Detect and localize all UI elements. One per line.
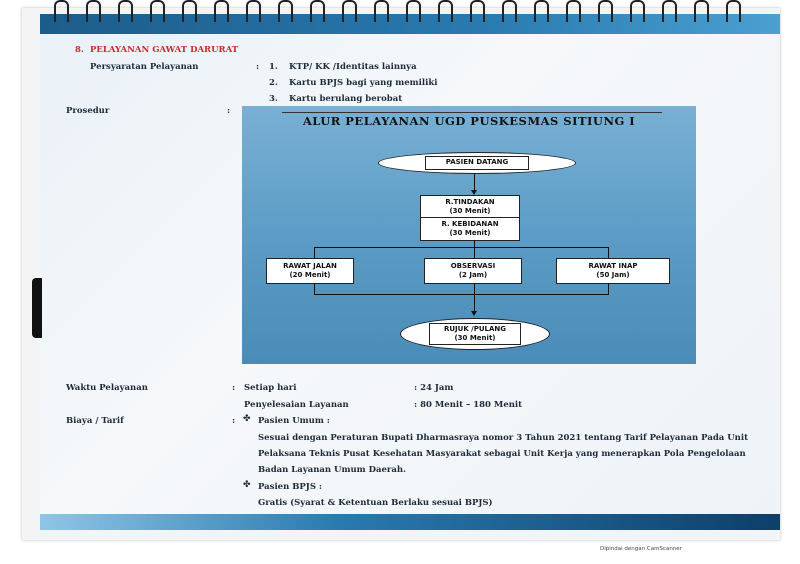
binding-ring-icon [374, 0, 389, 22]
requirement-item: KTP/ KK /Identitas lainnya [289, 62, 417, 72]
general-patient-text: Badan Layanan Umum Daerah. [258, 465, 406, 475]
binding-ring-icon [246, 0, 261, 22]
connector-line [314, 294, 608, 295]
rawat-inap-name: RAWAT INAP [588, 261, 638, 270]
end-node [400, 318, 550, 350]
requirement-item: Kartu berulang berobat [289, 94, 403, 104]
procedure-colon: : [227, 106, 231, 116]
binding-ring-icon [214, 0, 229, 22]
rawat-jalan-time: (20 Menit) [289, 271, 331, 279]
binding-ring-icon [182, 0, 197, 22]
arrow-down-icon [471, 311, 477, 316]
service-flowchart [242, 106, 696, 364]
tindakan-box [420, 195, 520, 219]
rawat-inap-box [556, 258, 670, 284]
scanner-watermark: Dipindai dengan CamScanner [600, 546, 682, 552]
binding-ring-icon [502, 0, 517, 22]
start-node [378, 152, 576, 174]
cost-label: Biaya / Tarif [66, 416, 124, 426]
binding-ring-icon [566, 0, 581, 22]
binding-ring-icon [470, 0, 485, 22]
binding-ring-icon [630, 0, 645, 22]
rawat-inap-time: (50 Jam) [596, 271, 630, 279]
end-time: (30 Menit) [454, 334, 496, 342]
binding-ring-icon [86, 0, 101, 22]
connector-line [314, 247, 608, 248]
service-hours: : 24 Jam [414, 383, 454, 393]
spiral-binding [40, 0, 780, 22]
end-name: RUJUK /PULANG [443, 324, 507, 333]
binding-ring-icon [662, 0, 677, 22]
binding-ring-icon [598, 0, 613, 22]
general-patient-text: Sesuai dengan Peraturan Bupati Dharmasraya nomor 3 Tahun 2021 tentang Tarif Pelayanan Pada Unit [258, 433, 749, 443]
binding-ring-icon [726, 0, 741, 22]
procedure-label: Prosedur [66, 106, 110, 116]
start-label: PASIEN DATANG [425, 156, 530, 169]
requirement-number: 2. [269, 78, 278, 88]
section-title: PELAYANAN GAWAT DARURAT [90, 45, 239, 55]
binding-ring-icon [438, 0, 453, 22]
service-time-label: Waktu Pelayanan [66, 383, 148, 393]
observasi-box [424, 258, 522, 284]
rawat-jalan-box [266, 258, 354, 284]
rawat-jalan-name: RAWAT JALAN [283, 261, 337, 270]
requirement-item: Kartu BPJS bagi yang memiliki [289, 78, 438, 88]
binding-ring-icon [406, 0, 421, 22]
requirement-number: 3. [269, 94, 278, 104]
connector-line [474, 294, 475, 312]
observasi-time: (2 Jam) [458, 271, 488, 279]
observasi-name: OBSERVASI [450, 261, 496, 270]
bullet-icon: ✤ [243, 414, 251, 424]
binding-ring-icon [694, 0, 709, 22]
bpjs-patient-title: Pasien BPJS : [258, 482, 323, 492]
bottom-banner [40, 514, 780, 530]
connector-line [474, 173, 475, 191]
binding-ring-icon [54, 0, 69, 22]
title-rule [282, 112, 662, 113]
binding-ring-icon [342, 0, 357, 22]
tindakan-name: R.TINDAKAN [445, 197, 495, 206]
binding-ring-icon [118, 0, 133, 22]
binding-ring-icon [534, 0, 549, 22]
tindakan-time: (30 Menit) [449, 207, 491, 215]
end-label [429, 323, 521, 346]
cost-colon: : [232, 416, 236, 426]
kebidanan-time: (30 Menit) [449, 229, 491, 237]
service-days: Setiap hari [244, 383, 297, 393]
binding-ring-icon [150, 0, 165, 22]
kebidanan-name: R. KEBIDANAN [441, 219, 499, 228]
completion-label: Penyelesaian Layanan [244, 400, 349, 410]
kebidanan-box [420, 217, 520, 241]
bullet-icon: ✤ [243, 480, 251, 490]
binding-ring-icon [310, 0, 325, 22]
service-time-colon: : [232, 383, 236, 393]
completion-value: : 80 Menit – 180 Menit [414, 400, 523, 410]
connector-line [608, 283, 609, 295]
section-number: 8. [75, 45, 84, 55]
requirement-number: 1. [269, 62, 278, 72]
bpjs-patient-text: Gratis (Syarat & Ketentuan Berlaku sesuai BPJS) [258, 498, 493, 508]
requirements-colon: : [256, 62, 260, 72]
requirements-label: Persyaratan Pelayanan [90, 62, 199, 72]
binder-clip-icon [32, 278, 42, 338]
binding-ring-icon [278, 0, 293, 22]
flowchart-title: ALUR PELAYANAN UGD PUSKESMAS SITIUNG I [302, 114, 636, 128]
general-patient-title: Pasien Umum : [258, 416, 330, 426]
general-patient-text: Pelaksana Teknis Pusat Kesehatan Masyarakat sebagai Unit Kerja yang menerapkan Pola Pengelolaan [258, 449, 746, 459]
